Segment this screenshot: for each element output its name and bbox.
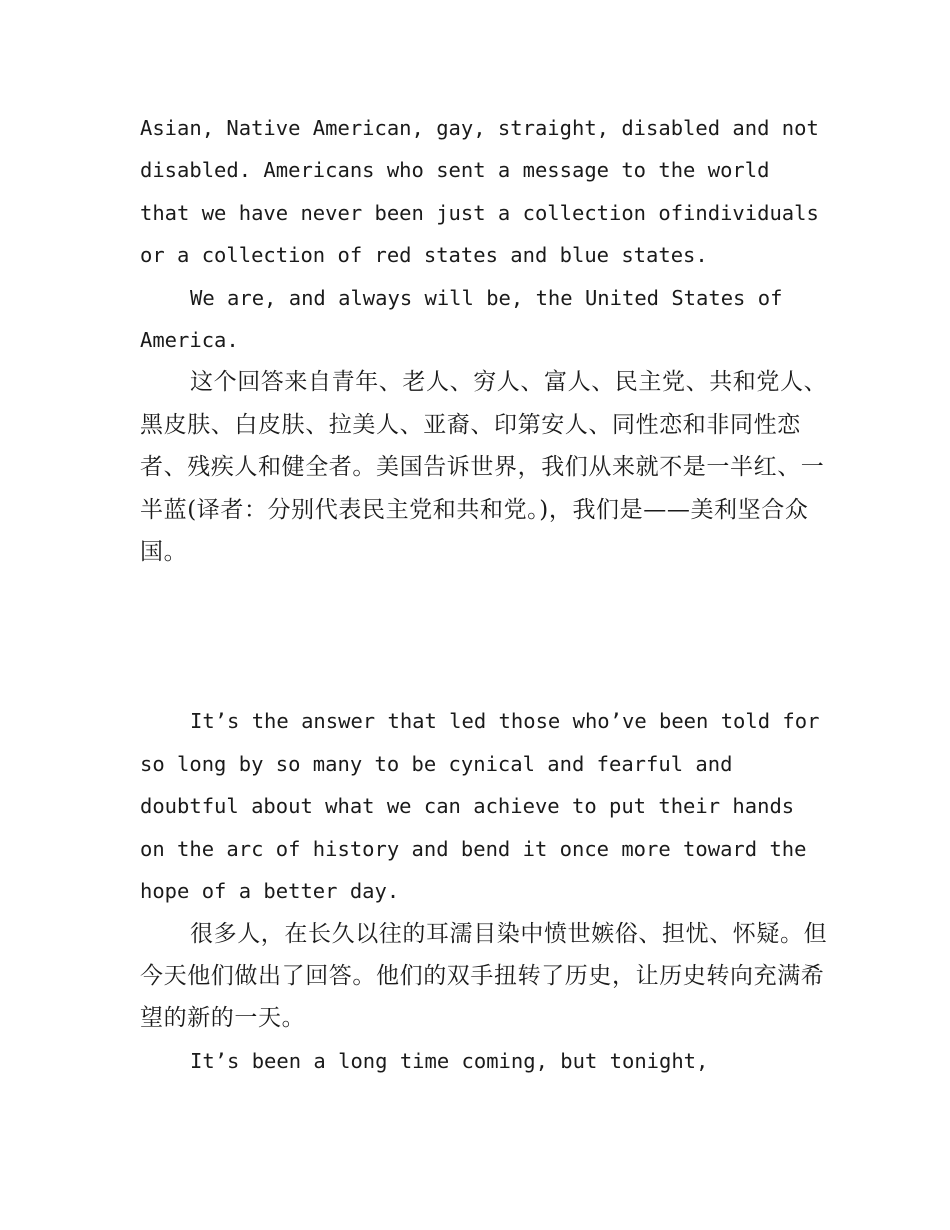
paragraph-en-united-states: We are, and always will be, the United States of America.: [140, 285, 795, 353]
paragraph-en-tonight: It’s been a long time coming, but tonight,: [190, 1048, 709, 1073]
document-page: [140, 107, 830, 1082]
paragraph-en-continuation: Asian, Native American, gay, straight, disabled and not disabled. Americans who sent a message to the world that we have never been just a collection ofindividuals or a collection of red states and blue states.: [140, 116, 832, 268]
paragraph-cn-history: 很多人，在长久以往的耳濡目染中愤世嫉俗、担忧、怀疑。但今天他们做出了回答。他们的双手扭转了历史，让历史转向充满希望的新的一天。: [140, 920, 828, 1032]
section-gap: [140, 573, 830, 700]
paragraph-en-arc-of-history: It’s the answer that led those who’ve been told for so long by so many to be cynical and fearful and doubtful about what we can achieve to put their hands on the arc of history and bend it once more toward the hope of a better day.: [140, 709, 832, 904]
paragraph-cn-answer: 这个回答来自青年、老人、穷人、富人、民主党、共和党人、黑皮肤、白皮肤、拉美人、亚裔、印第安人、同性恋和非同性恋者、残疾人和健全者。美国告诉世界，我们从来就不是一半红、一半蓝(译者：分别代表民主党和共和党。)，我们是——美利坚合众国。: [140, 369, 828, 566]
